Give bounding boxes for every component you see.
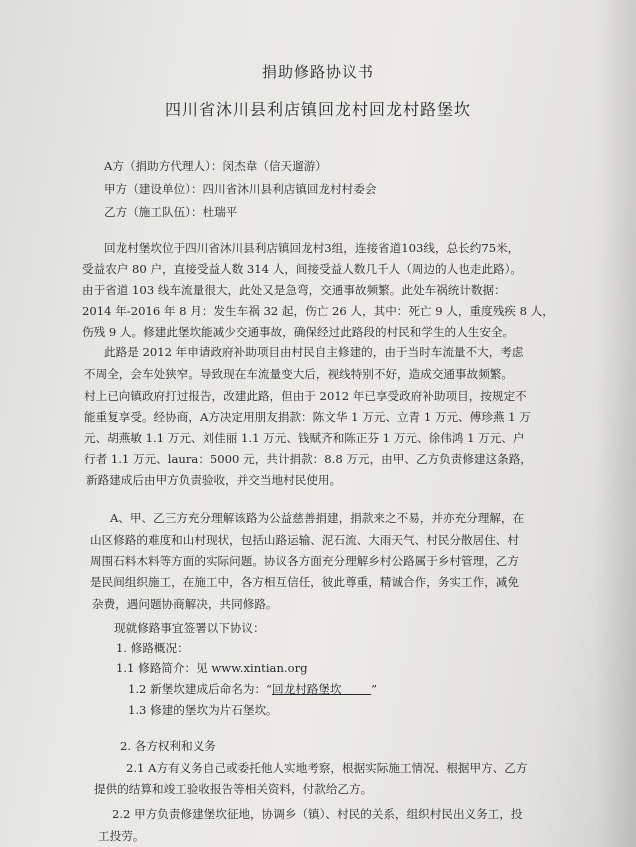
- paragraph-line: 元、胡燕敏 1.1 万元、刘佳丽 1.1 万元、钱赋齐和陈正芬 1 万元、徐伟鸿 1 万元、户: [84, 431, 525, 445]
- section-2-1-line2: 提供的结算和竣工验收报告等相关资料，付款给乙方。: [94, 782, 373, 796]
- paragraph-line: 2014 年-2016 年 8 月：发生车祸 32 起，伤亡 26 人，其中：死亡 9 人，重度残疾 8 人，: [82, 304, 554, 318]
- document-subtitle: 四川省沐川县利店镇回龙村回龙村路堡坎: [164, 100, 471, 119]
- section-2-heading: 2. 各方权利和义务: [120, 739, 216, 753]
- section-1-2-close-quote: ”: [371, 682, 377, 696]
- paragraph-line: 伤残 9 人。修建此堡坎能减少交通事故，确保经过此路段的村民和学生的人生安全。: [82, 325, 515, 339]
- section-1-3: 1.3 修建的堡坎为片石堡坎。: [128, 703, 278, 717]
- section-1-1-label: 1.1 修路简介：见: [116, 661, 212, 675]
- paragraph-line: 此路是 2012 年申请政府补助项目由村民自主修建的，由于当时车流量不大，考虑: [104, 345, 524, 359]
- underline-blank: [342, 682, 371, 696]
- section-2-1-line1: 2.1 A方有义务自己或委托他人实地考察，根据实际施工情况、根据甲方、乙方: [126, 761, 528, 775]
- section-2-2-line1: 2.2 甲方负责修建堡坎征地，协调乡（镇）、村民的关系，组织村民出义务工，投: [112, 807, 523, 821]
- paragraph-line: 周围石料木料等方面的实际问题。协议各方面充分理解乡村公路属于乡村管理，乙方: [90, 554, 519, 568]
- paragraph-line: 山区修路的难度和山村现状，包括山路运输、泥石流、大雨天气、村民分散居住、村: [90, 533, 519, 547]
- paragraph-line: 村上已向镇政府打过报告，改建此路，但由于 2012 年已享受政府补助项目，按规定不: [84, 389, 527, 403]
- paragraph-line: 受益农户 80 户，直接受益人数 314 人，间接受益人数几千人（周边的人也走此路）。: [82, 262, 523, 276]
- paragraph-line: 是民间组织施工，在施工中，各方相互信任，彼此尊重，精诚合作，务实工作，减免: [90, 575, 519, 589]
- page-shadow: [596, 0, 636, 847]
- document-title: 捐助修路协议书: [261, 63, 374, 81]
- new-wall-name: 回龙村路堡坎: [272, 682, 342, 696]
- website-link[interactable]: www.xintian.org: [211, 661, 308, 675]
- party-yi: 乙方（施工队伍）：杜瑞平: [104, 205, 238, 219]
- section-1-2: [128, 681, 377, 697]
- paragraph-line: 新路建成后由甲方负责验收，并交当地村民使用。: [86, 473, 342, 487]
- party-jia: 甲方（建设单位）：四川省沐川县利店镇回龙村村委会: [104, 182, 377, 196]
- agreement-intro: 现就修路事宜签署以下协议：: [114, 621, 265, 635]
- paragraph-line: 行者 1.1 万元、laura：5000 元，共计捐款：8.8 万元，由甲、乙方负责修建这条路，: [84, 452, 532, 466]
- section-1-1: [116, 660, 308, 676]
- section-1-heading: 1. 修路概况：: [116, 641, 189, 655]
- paragraph-line: 杂费，遇问题协商解决，共同修路。: [92, 597, 278, 611]
- section-2-2-line2: 工投劳。: [98, 829, 145, 843]
- paragraph-line: 能重复享受。经协商，A方决定用朋友捐款：陈文华 1 万元、立青 1 万元、傅珍燕 1 万: [84, 410, 531, 424]
- section-1-2-label: 1.2 新堡坎建成后命名为：“: [128, 682, 272, 696]
- paragraph-line: A、甲、乙三方充分理解该路为公益慈善捐建，捐款来之不易，并亦充分理解，在: [110, 511, 525, 525]
- paragraph-line: 由于省道 103 线车流量很大，此处又是急弯，交通事故频繁。此处车祸统计数据：: [82, 283, 506, 297]
- paragraph-line: 不周全，会车处狭窄。导致现在车流量变大后，视线特别不好，造成交通事故频繁。: [84, 367, 513, 381]
- paragraph-line: 回龙村堡坎位于四川省沐川县利店镇回龙村3组，连接省道103线，总长约75米，: [104, 241, 520, 255]
- party-a: A方（捐助方代理人）：闵杰韋（信天遛游）: [104, 159, 327, 173]
